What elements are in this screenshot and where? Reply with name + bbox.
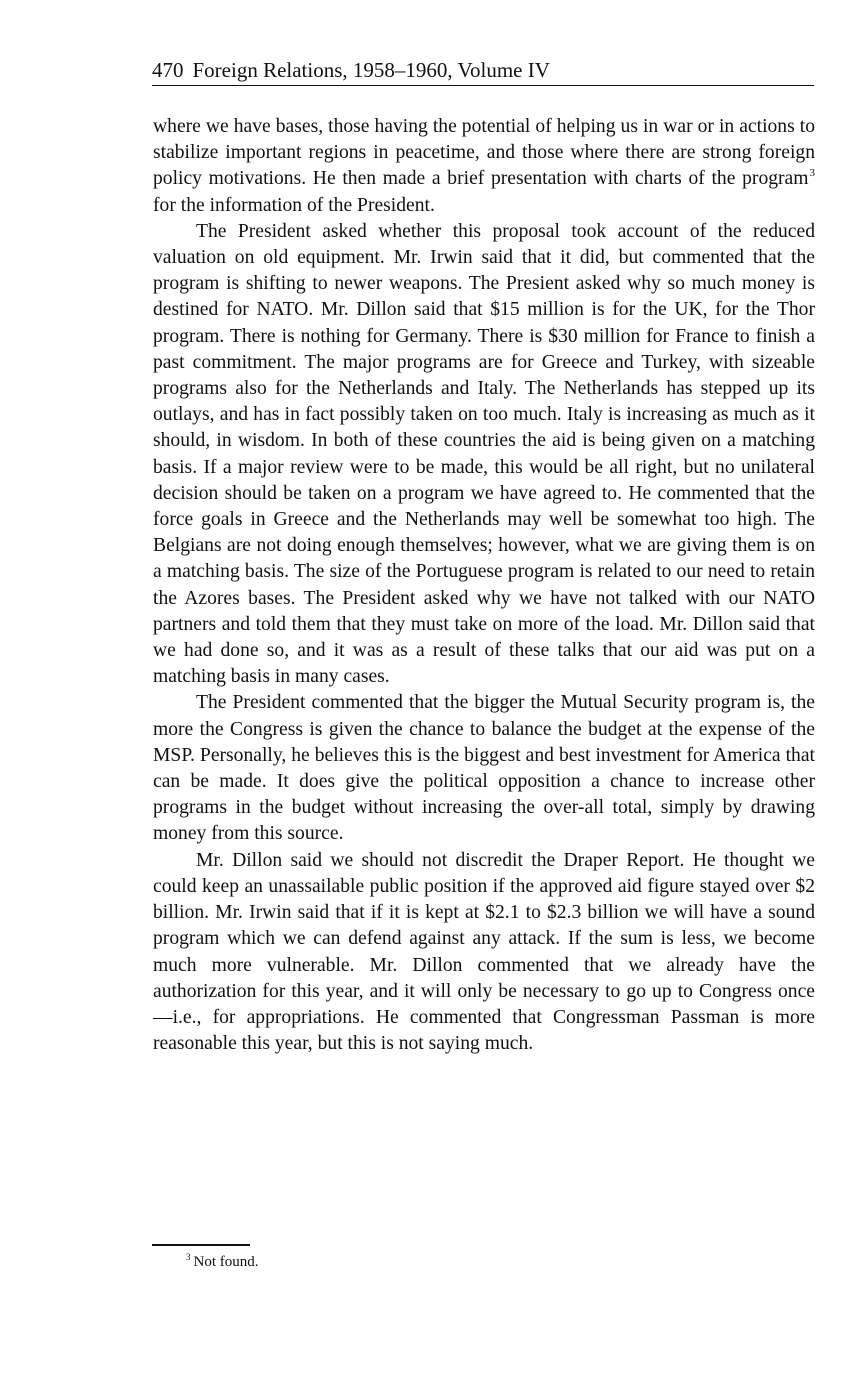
page-number: 470: [152, 58, 184, 82]
footnote-text: Not found.: [193, 1254, 259, 1270]
paragraph-3: The President commented that the bigger the Mutual Security program is, the more the Congress is given the chance to balance the budget at the expense of the MSP. Personally, he believes this is the biggest and best investment for America that can be made. It does give the political opposition a chance to increase other programs in the budget without increasing the over-all total, simply by drawing money from this source.: [153, 692, 815, 845]
body-text: [153, 114, 815, 1057]
footnote-divider: [152, 1244, 250, 1246]
paragraph-1-text-end: for the information of the President.: [153, 194, 435, 216]
footnote-reference: 3: [809, 166, 815, 179]
footnote: [186, 1252, 259, 1272]
paragraph-2: The President asked whether this proposal took account of the reduced valuation on old equipment. Mr. Irwin said that it did, but commented that the program is shifting to newer weapons. The Presient asked why so much money is destined for NATO. Mr. Dillon said that $15 million is for the UK, for the Thor program. There is nothing for Germany. There is $30 million for France to finish a past commitment. The major programs are for Greece and Turkey, with sizeable programs also for the Netherlands and Italy. The Netherlands has stepped up its outlays, and has in fact possibly taken on too much. Italy is increasing as much as it should, in wisdom. In both of these countries the aid is being given on a matching basis. If a major review were to be made, this would be all right, but no unilateral decision should be taken on a program we have agreed to. He commented that the force goals in Greece and the Netherlands may well be somewhat too high. The Belgians are not doing enough themselves; however, what we are giving them is on a matching basis. The size of the Portuguese program is related to our need to retain the Azores bases. The President asked why we have not talked with our NATO partners and told them that they must take on more of the load. Mr. Dillon said that we had done so, and it was as a result of these talks that our aid was put on a matching basis in many cases.: [153, 220, 815, 688]
running-header: [152, 57, 814, 86]
paragraph-1-text: where we have bases, those having the potential of helping us in war or in actions to stabilize important regions in peacetime, and those where there are strong foreign policy motivations. He then made a brief presentation with charts of the program: [153, 116, 815, 190]
running-title: Foreign Relations, 1958–1960, Volume IV: [192, 58, 550, 82]
paragraph-4: Mr. Dillon said we should not discredit the Draper Report. He thought we could keep an unassailable public position if the approved aid figure stayed over $2 billion. Mr. Irwin said that if it is kept at $2.1 to $2.3 billion we will have a sound program which we can defend against any attack. If the sum is less, we become much more vulnerable. Mr. Dillon commented that we already have the authorization for this year, and it will only be necessary to go up to Congress once—i.e., for appropriations. He commented that Congressman Passman is more reasonable this year, but this is not saying much.: [153, 849, 815, 1055]
paragraph-1: [153, 114, 815, 219]
footnote-number: 3: [186, 1252, 191, 1262]
